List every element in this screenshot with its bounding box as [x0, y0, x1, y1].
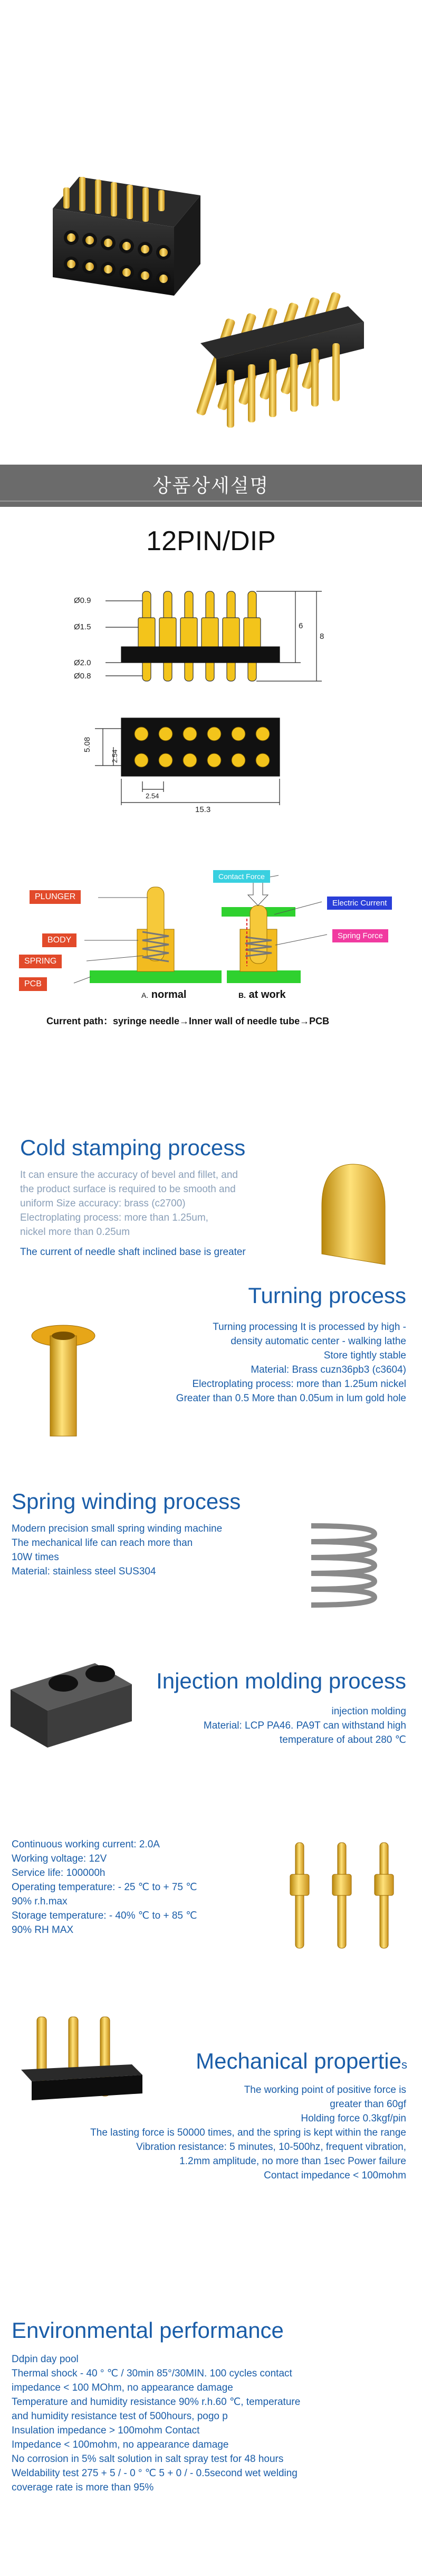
mech-line-5: Vibration resistance: 5 minutes, 10-500hz, frequent vibration, — [136, 2141, 406, 2153]
elec-line-2: Working voltage: 12V — [12, 1853, 107, 1864]
label-pcb: PCB — [19, 977, 47, 991]
current-path-text: Current path：syringe needle→Inner wall of needle tube→PCB — [46, 1016, 330, 1026]
dim-6: 6 — [299, 621, 303, 630]
turning-line-2: density automatic center - walking lathe — [231, 1336, 406, 1347]
elec-line-4: Operating temperature: - 25 ℃ to + 75 ℃ — [12, 1882, 197, 1893]
spring-render-image — [295, 1515, 390, 1621]
mechanical-title-suffix: s — [401, 2058, 407, 2071]
env-line-10: coverage rate is more than 95% — [12, 2482, 154, 2493]
mech-line-4: The lasting force is 50000 times, and the spring is kept within the range — [90, 2127, 406, 2138]
mech-line-1: The working point of positive force is — [244, 2084, 406, 2096]
mechanical-title — [196, 2049, 407, 2074]
mech-line-2: greater than 60gf — [330, 2099, 406, 2110]
turning-line-6: Greater than 0.5 More than 0.05um in lum gold hole — [176, 1393, 406, 1404]
electrical-specs — [12, 1837, 197, 1937]
cold-line-3: uniform Size accuracy: brass (c2700) — [20, 1198, 186, 1209]
spring-title: Spring winding process — [12, 1489, 241, 1514]
dim-d15: Ø1.5 — [74, 622, 91, 631]
turning-title: Turning process — [248, 1283, 406, 1308]
cold-line-2: the product surface is required to be smooth and — [20, 1184, 236, 1195]
turning-line-1: Turning processing It is processed by high - — [213, 1322, 406, 1333]
spring-line-3: 10W times — [12, 1552, 59, 1563]
label-contact-force: Contact Force — [213, 870, 270, 883]
env-line-7: Impedance < 100mohm, no appearance damage — [12, 2439, 229, 2450]
spring-line-4: Material: stainless steel SUS304 — [12, 1566, 156, 1577]
dim-d08: Ø0.8 — [74, 672, 91, 681]
env-line-6: Insulation impedance > 100mohm Contact — [12, 2425, 200, 2436]
cold-line-4: Electroplating process: more than 1.25um, — [20, 1212, 208, 1223]
dim-153: 15.3 — [195, 805, 211, 814]
elec-line-5: 90% r.h.max — [12, 1896, 68, 1907]
dim-8: 8 — [320, 632, 324, 641]
housing-render-image — [0, 1642, 142, 1758]
elec-line-7: 90% RH MAX — [12, 1924, 74, 1936]
mechanical-title-main: Mechanical propertie — [196, 2049, 401, 2073]
dim-254-h: 2.54 — [146, 792, 159, 800]
label-plunger: PLUNGER — [30, 890, 81, 904]
spring-desc — [12, 1522, 222, 1579]
injection-desc — [204, 1704, 406, 1747]
injection-title: Injection molding process — [156, 1668, 406, 1693]
mech-line-7: Contact impedance < 100mohm — [264, 2170, 406, 2181]
injection-line-3: temperature of about 280 ℃ — [280, 1734, 406, 1745]
cold-line-1: It can ensure the accuracy of bevel and fillet, and — [20, 1169, 238, 1181]
pins-render-image — [274, 1832, 411, 1969]
dim-d09: Ø0.9 — [74, 596, 91, 605]
spring-line-1: Modern precision small spring winding machine — [12, 1523, 223, 1534]
state-work-text: at work — [248, 989, 286, 1001]
label-spring-force: Spring Force — [332, 929, 388, 942]
env-line-8: No corrosion in 5% salt solution in salt spray test for 48 hours — [12, 2454, 284, 2465]
state-normal-label — [141, 989, 186, 1001]
env-line-3: impedance < 100 MOhm, no appearance damage — [12, 2382, 233, 2393]
mech-line-6: 1.2mm amplitude, no more than 1sec Power failure — [179, 2156, 406, 2167]
cold-stamping-desc — [20, 1168, 238, 1239]
state-normal-text: normal — [151, 989, 187, 1001]
label-body: BODY — [42, 933, 76, 947]
dim-d20: Ø2.0 — [74, 658, 91, 667]
turning-line-3: Store tightly stable — [323, 1350, 406, 1361]
product-photo — [0, 0, 422, 465]
env-line-9: Weldability test 275 + 5 / - 0 ° ℃ 5 + 0 / - 0.5second wet welding — [12, 2468, 298, 2479]
model-title: 12PIN/DIP — [146, 526, 276, 556]
connector-side-render — [196, 291, 364, 428]
banner-title: 상품상세설명 — [152, 475, 270, 496]
environmental-title: Environmental performance — [12, 2318, 284, 2343]
state-work-label — [238, 989, 286, 1001]
cold-stamping-title: Cold stamping process — [20, 1135, 246, 1160]
label-spring: SPRING — [19, 955, 62, 968]
elec-line-3: Service life: 100000h — [12, 1867, 106, 1879]
tube-render-image — [11, 1315, 127, 1447]
connector-top-render — [53, 177, 200, 296]
section-banner — [0, 465, 422, 507]
mech-line-3: Holding force 0.3kgf/pin — [301, 2113, 406, 2124]
mechanical-desc — [90, 2083, 406, 2183]
turning-line-4: Material: Brass cuzn36pb3 (c3604) — [251, 1364, 406, 1375]
elec-line-1: Continuous working current: 2.0A — [12, 1839, 160, 1850]
environmental-desc — [12, 2352, 300, 2495]
injection-line-1: injection molding — [331, 1706, 406, 1717]
label-electric-current: Electric Current — [327, 897, 392, 910]
spring-line-2: The mechanical life can reach more than — [12, 1537, 193, 1549]
technical-drawing — [0, 570, 422, 866]
dim-508: 5.08 — [83, 737, 92, 752]
cold-line-5: nickel more than 0.25um — [20, 1226, 130, 1238]
elec-line-6: Storage temperature: - 40% ℃ to + 85 ℃ — [12, 1910, 197, 1921]
injection-line-2: Material: LCP PA46. PA9T can withstand high — [203, 1720, 406, 1731]
env-line-5: and humidity resistance test of 500hours, pogo p — [12, 2411, 228, 2422]
env-line-1: Ddpin day pool — [12, 2354, 79, 2365]
state-normal-prefix: A. — [141, 991, 149, 999]
banner-divider — [0, 501, 422, 502]
turning-line-5: Electroplating process: more than 1.25um nickel — [192, 1379, 406, 1390]
state-work-prefix: B. — [238, 991, 246, 999]
cold-stamping-note: The current of needle shaft inclined base is greater — [20, 1247, 246, 1258]
plunger-render-image — [295, 1159, 411, 1270]
turning-desc — [176, 1320, 406, 1405]
env-line-4: Temperature and humidity resistance 90% r.h.60 ℃, temperature — [12, 2396, 301, 2408]
env-line-2: Thermal shock - 40 ° ℃ / 30min 85°/30MIN. 100 cycles contact — [12, 2368, 292, 2379]
dim-254-v: 2.54 — [111, 749, 119, 763]
